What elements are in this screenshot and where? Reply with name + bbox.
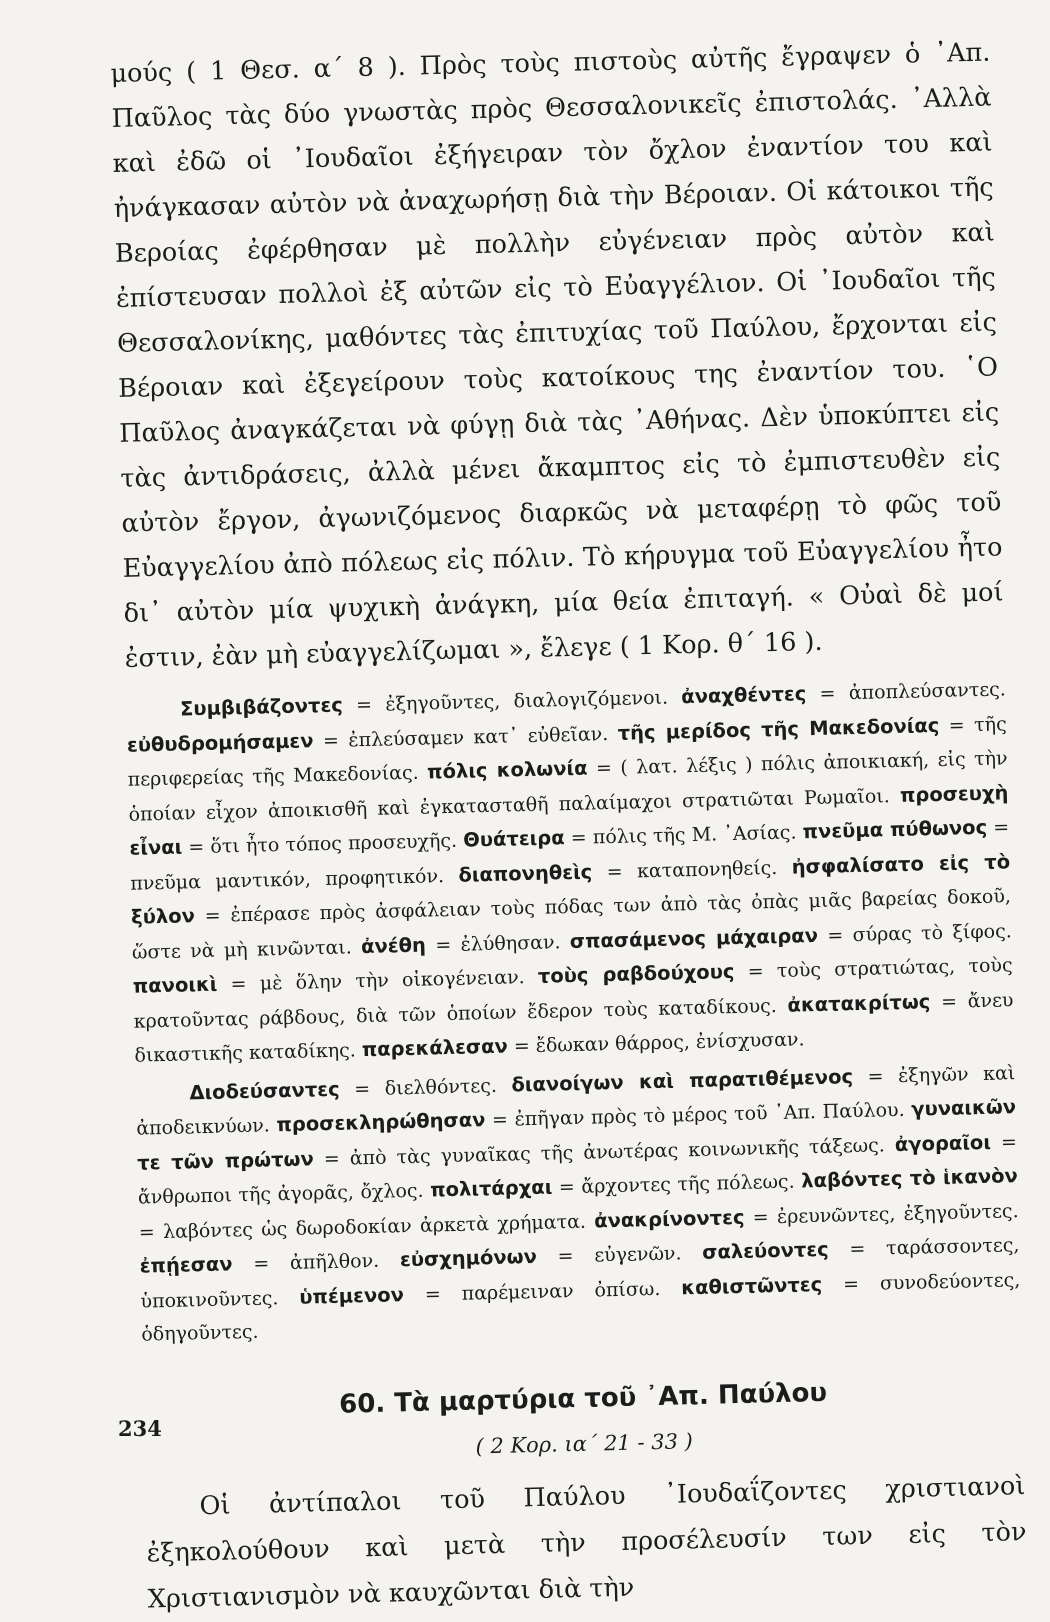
section-title: 60. Τὰ μαρτύρια τοῦ ᾿Απ. Παύλου [338,1377,828,1420]
glossary-definition: = εὐγενῶν. [536,1241,703,1268]
glossary-term: παρεκάλεσαν [361,1034,509,1062]
glossary-definition: = παρέμειναν ὀπίσω. [403,1276,682,1306]
glossary-term: διαπονηθεὶς [458,859,593,887]
glossary-definition: = ἀποπλεύσαντες. [806,678,1007,706]
glossary-definition: = πνεῦμα μαντικόν, προφητικόν. [130,816,1010,895]
glossary-definition: = ἀπὸ τὰς γυναῖκας τῆς ἀνωτέρας κοινωνικῆς τάξεως. [313,1133,896,1170]
glossary-definition: = λαβόντες ὡς δωροδοκίαν ἀρκετὰ χρήματα. [138,1210,595,1244]
glossary-term: πνεῦμα πύθωνος [802,815,988,844]
glossary-definition: = ἐπλεύσαμεν κατ᾿ εὐθεῖαν. [313,722,618,752]
glossary-term: προσεκληρώθησαν [276,1108,486,1137]
glossary-term: λαβόντες τὸ ἱκανὸν [800,1164,1019,1193]
glossary-definition: = ἄνθρωποι τῆς ἀγορᾶς, ὄχλος. [137,1130,1018,1209]
glossary-definition: = ἐπῆγαν πρὸς τὸ μέρος τοῦ ᾿Απ. Παύλου. [485,1098,912,1132]
glossary-definition: = ἀπῆλθον. [232,1249,401,1276]
glossary-term: πόλις κολωνία [426,756,588,784]
glossary-term: Διοδεύσαντες [189,1077,340,1104]
glossary-definition: = καταπονηθείς. [591,856,793,883]
glossary-term: προσευχὴ εἶναι [129,780,1009,860]
glossary-term: Θυάτειρα [462,826,565,852]
glossary-term: διανοίγων καὶ παρατιθέμενος [511,1064,854,1096]
glossary-term: τῆς μερίδος τῆς Μακεδονίας [617,713,940,745]
glossary-definition: = ἐξηγῶν καὶ ἀποδεικνύων. [136,1061,1016,1140]
glossary-term: ἀνακρίνοντες [593,1205,745,1233]
glossary-term: εὐθυδρομήσαμεν [126,728,314,757]
glossary-term: ἀκατακρίτως [787,989,931,1017]
glossary-term: ἀγοραῖοι [894,1130,992,1156]
glossary-term: ἐπῄεσαν [139,1252,233,1278]
glossary-term: σαλεύοντες [701,1237,829,1264]
glossary-definition: = ἐρευνῶντες, ἐξηγοῦντες. [744,1199,1019,1229]
main-paragraph: μούς ( 1 Θεσ. α΄ 8 ). Πρὸς τοὺς πιστοὺς αὐτῆς ἔγραψεν ὁ ᾿Απ. Παῦλος τὰς δύο γνωστὰς πρὸς Θεσσαλονικεῖς ἐπιστολάς. ᾿Αλλὰ καὶ ἐδῶ οἱ ᾿Ιουδαῖοι ἐξήγειραν τὸν ὄχλον ἐναντίον του καὶ ἠνάγκασαν αὐτὸν νὰ ἀναχωρήσῃ διὰ τὴν Βέροιαν. Οἱ κάτοικοι τῆς Βεροίας ἐφέρθησαν μὲ πολλὴν εὐγένειαν πρὸς αὐτὸν καὶ ἐπίστευσαν πολλοὶ ἐξ αὐτῶν εἰς τὸ Εὐαγγέλιον. Οἱ ᾿Ιουδαῖοι τῆς Θεσσαλονίκης, μαθόντες τὰς ἐπιτυχίας τοῦ Παύλου, ἔρχονται εἰς Βέροιαν καὶ ἐξεγείρουν τοὺς κατοίκους της ἐναντίον του. ῾Ο Παῦλος ἀναγκάζεται νὰ φύγῃ διὰ τὰς ᾿Αθήνας. Δὲν ὑποκύπτει εἰς τὰς ἀντιδράσεις, ἀλλὰ μένει ἄκαμπτος εἰς τὸ ἐμπιστευθὲν εἰς αὐτὸν ἔργον, ἀγωνιζόμενος διαρκῶς νὰ μεταφέρῃ τὸ φῶς τοῦ Εὐαγγελίου ἀπὸ πόλεως εἰς πόλιν. Τὸ κήρυγμα τοῦ Εὐαγγελίου ἦτο δι᾿ αὐτὸν μία ψυχικὴ ἀνάγκη, μία θεία ἐπιταγή. « Οὐαὶ δὲ μοί ἐστιν, ἐὰν μὴ εὐαγγελίζωμαι », ἔλεγε ( 1 Κορ. θ΄ 16 ). [110,37,1004,674]
glossary-definition: = ἔδωκαν θάρρος, ἐνίσχυσαν. [507,1028,805,1058]
glossary-term: ἀνέθη [360,933,427,958]
section-reference: ( 2 Κορ. ια΄ 21 - 33 ) [475,1428,694,1458]
glossary-definition: = ὅτι ἦτο τόπος προσευχῆς. [181,829,464,859]
glossary-term: ἠσφαλίσατο εἰς τὸ ξύλον [130,849,1011,929]
glossary-term: Συμβιβάζοντες [179,693,344,721]
glossary-paragraph-1 [126,672,1015,1073]
glossary-definition: = πόλις τῆς Μ. ᾿Ασίας. [564,821,803,850]
glossary-definition: = συνοδεύοντες, ὁδηγοῦντες. [141,1268,1021,1346]
glossary-term: γυναικῶν τε τῶν πρώτων [136,1095,1017,1175]
glossary-definition: = ἄρχοντες τῆς πόλεως. [552,1170,802,1199]
glossary-definition: = ἐλύθησαν. [425,930,571,957]
glossary-definition: = ταράσσοντες, ὑποκινοῦντες. [140,1234,1020,1313]
glossary-definition: = τῆς περιφερείας τῆς Μακεδονίας. [127,712,1007,791]
glossary-definition: = μὲ ὅλην τὴν οἰκογένειαν. [217,965,539,996]
glossary-term: πολιτάρχαι [429,1175,553,1202]
glossary-term: ἀναχθέντες [680,682,807,709]
glossary-term: τοὺς ραβδούχους [537,960,735,988]
glossary-definition: = τοὺς στρατιώτας, τοὺς κρατοῦντας ράβδους, διὰ τῶν ὁποίων ἔδερον τοὺς καταδίκους. [133,954,1013,1033]
glossary-definition: = ἐξηγοῦντες, διαλογιζόμενοι. [342,686,682,717]
glossary-term: ὑπέμενον [299,1282,405,1309]
glossary-term: πανοικὶ [132,972,218,998]
glossary-definition: = διελθόντες. [339,1074,512,1101]
glossary-definition: = ( λατ. λέξις ) πόλις ἀποικιακή, εἰς τὴν ὁποίαν εἶχον ἀποικισθῆ καὶ ἐγκατασταθῆ παλαίμαχοι στρατιῶται Ρωμαῖοι. [128,747,1008,826]
glossary-term: σπασάμενος μάχαιραν [569,923,819,953]
glossary-term: εὐσχημόνων [399,1244,538,1272]
glossary-definition: = ἐπέρασε πρὸς ἀσφάλειαν τοὺς πόδας των ἀπὸ τὰς ὀπὰς μιᾶς βαρείας δοκοῦ, ὥστε νὰ μὴ κινῶνται. [131,885,1012,964]
book-page [110,30,1028,1622]
glossary-definition: = ἄνευ δικαστικῆς καταδίκης. [134,988,1014,1067]
glossary [126,672,1022,1352]
glossary-term: καθιστῶντες [680,1272,823,1299]
glossary-definition: = σύρας τὸ ξίφος. [817,919,1013,947]
glossary-paragraph-2 [135,1056,1021,1352]
section-body: Οἱ ἀντίπαλοι τοῦ Παύλου ᾿Ιουδαΐζοντες χριστιανοὶ ἐξηκολούθουν καὶ μετὰ τὴν προσέλευσίν των εἰς τὸν Χριστιανισμὸν νὰ καυχῶνται διὰ τὴν [146,1470,1027,1615]
page-number: 234 [118,1416,162,1441]
